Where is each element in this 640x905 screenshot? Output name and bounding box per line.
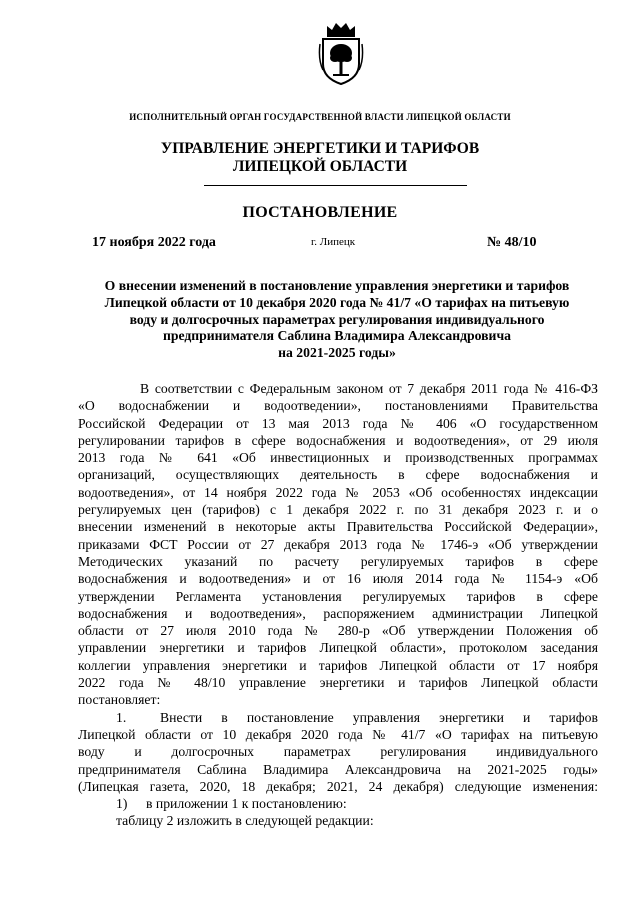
body-line: внесении изменений в некоторые акты Правительства Российской Федерации», <box>78 519 598 535</box>
subitem-marker: 1) <box>116 796 128 812</box>
body-line: «О водоснабжении и водоотведении», постановлениями Правительства <box>78 398 598 414</box>
body-line: регулируемых цен (тарифов) с 1 декабря 2022 г. по 31 декабря 2023 г. и о <box>78 502 598 518</box>
item-1-text: Внести в постановление управления энергетики и тарифов <box>160 709 598 725</box>
body-line: регулировании тарифов в сфере водоснабжения и водоотведения», от 29 июля <box>78 432 598 448</box>
title-line: воду и долгосрочных параметрах регулирования индивидуального <box>129 311 545 327</box>
department-line-2: ЛИПЕЦКОЙ ОБЛАСТИ <box>232 158 408 175</box>
document-number: № 48/10 <box>487 235 537 250</box>
body-line: постановляет: <box>78 692 161 708</box>
body-line: приказами ФСТ России от 27 декабря 2013 года № 1746-э «Об утверждении <box>78 536 598 552</box>
document-type: ПОСТАНОВЛЕНИЕ <box>242 204 398 221</box>
body-line: воду и долгосрочных параметрах регулирования индивидуального <box>78 744 598 760</box>
body-line: водоснабжения и водоотведения», распоряжением администрации Липецкой <box>78 605 598 621</box>
header-divider <box>204 185 467 186</box>
document-city: г. Липецк <box>311 236 356 248</box>
body-line: предпринимателя Саблина Владимира Александровича на 2021-2025 годы» <box>78 761 598 777</box>
document-title <box>76 278 598 362</box>
document-body <box>78 380 598 830</box>
department-line-1: УПРАВЛЕНИЕ ЭНЕРГЕТИКИ И ТАРИФОВ <box>160 140 480 157</box>
body-line: (Липецкая газета, 2020, 18 декабря; 2021, 24 декабря) следующие изменения: <box>78 778 598 794</box>
body-line: 2013 года № 641 «Об инвестиционных и производственных программах <box>78 450 598 466</box>
document-date: 17 ноября 2022 года <box>92 235 216 250</box>
body-line: Методических указаний по расчету регулируемых тарифов в сфере <box>78 553 598 569</box>
subitem-line <box>78 795 598 812</box>
title-line: О внесении изменений в постановление управления энергетики и тарифов <box>104 278 570 293</box>
body-line: В соответствии с Федеральным законом от 7 декабря 2011 года № 416-ФЗ <box>140 381 598 396</box>
body-last-line: таблицу 2 изложить в следующей редакции: <box>116 813 374 829</box>
item-1-marker: 1. <box>116 709 127 725</box>
body-line: организаций, осуществляющих деятельность в сфере водоснабжения и <box>78 467 598 483</box>
body-line: управлении энергетики и тарифов Липецкой области», протоколом заседания <box>78 640 598 656</box>
item-1-first-line <box>78 709 598 726</box>
body-line: утверждении Регламента установления регулируемых тарифов в сфере <box>78 588 598 604</box>
body-line: Липецкой области от 10 декабря 2020 года № 41/7 «О тарифах на питьевую <box>78 726 598 742</box>
department-name <box>0 140 640 176</box>
body-line: водоснабжения и водоотведения» и от 16 июля 2014 года № 1154-э «Об <box>78 571 598 587</box>
agency-name: ИСПОЛНИТЕЛЬНЫЙ ОРГАН ГОСУДАРСТВЕННОЙ ВЛАСТИ ЛИПЕЦКОЙ ОБЛАСТИ <box>129 112 511 122</box>
title-line: на 2021-2025 годы» <box>278 345 396 361</box>
coat-of-arms-emblem <box>318 20 364 86</box>
title-line: Липецкой области от 10 декабря 2020 года № 41/7 «О тарифах на питьевую <box>104 294 570 310</box>
body-line: Российской Федерации от 13 мая 2013 года № 406 «О государственном <box>78 415 598 431</box>
body-line: коллегии управления энергетики и тарифов Липецкой области от 17 ноября <box>78 657 598 673</box>
title-line: предпринимателя Саблина Владимира Александровича <box>162 328 512 344</box>
subitem-text: в приложении 1 к постановлению: <box>146 796 347 812</box>
body-line: 2022 года № 48/10 управление энергетики и тарифов Липецкой области <box>78 675 598 691</box>
body-line: области от 27 июля 2010 года № 280-р «Об утверждении Положения об <box>78 623 598 639</box>
body-line: водоотведения», от 14 ноября 2022 года № 2053 «Об особенностях индексации <box>78 484 598 500</box>
